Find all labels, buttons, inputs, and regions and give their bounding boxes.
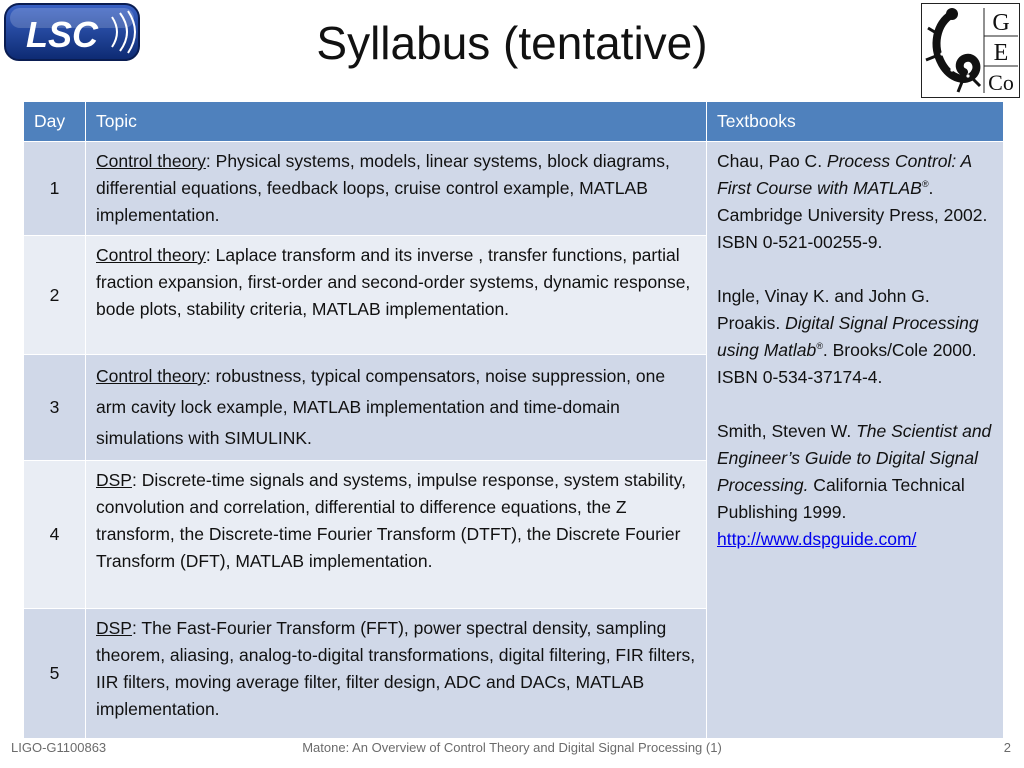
textbook-author: Ingle, Vinay K. and John G. Proakis.	[717, 286, 930, 333]
header-topic: Topic	[86, 102, 707, 142]
topic-text: : Discrete-time signals and systems, impulse response, system stability, convolution and correlation, differential to difference equations, the Z transform, the Discrete-time Fourier Transform (DTFT), the Discrete Fourier Transform (DFT), MATLAB implementation.	[96, 470, 687, 571]
textbook-title: Process Control: A First Course with MATLAB	[717, 151, 972, 198]
day-cell: 4	[24, 461, 86, 609]
textbook-details: . Cambridge University Press, 2002. ISBN 0-521-00255-9.	[717, 178, 988, 252]
footer-page-number: 2	[1003, 740, 1011, 755]
topic-text: : robustness, typical compensators, noise suppression, one arm cavity lock example, MATLAB implementation and time-domain simulations with SIMULINK.	[96, 366, 666, 448]
topic-text: : Physical systems, models, linear systems, block diagrams, differential equations, feedback loops, cruise control example, MATLAB implementation.	[96, 151, 670, 225]
geco-logo	[921, 3, 1020, 98]
textbook-entry	[717, 418, 993, 553]
textbook-author: Smith, Steven W.	[717, 421, 857, 441]
topic-category: DSP	[96, 618, 132, 638]
day-cell: 3	[24, 355, 86, 461]
textbook-author: Chau, Pao C.	[717, 151, 827, 171]
footer-document-id: LIGO-G1100863	[11, 740, 107, 755]
textbook-title: Digital Signal Processing using Matlab	[717, 313, 979, 360]
topic-category: DSP	[96, 470, 132, 490]
textbook-title: The Scientist and Engineer’s Guide to Digital Signal Processing.	[717, 421, 992, 495]
day-cell: 2	[24, 236, 86, 355]
geco-letter-e: E	[993, 40, 1009, 66]
header-day: Day	[24, 102, 86, 142]
registered-mark: ®	[816, 341, 823, 352]
slide-title: Syllabus (tentative)	[316, 17, 708, 69]
syllabus-table	[23, 101, 1004, 739]
dspguide-link[interactable]: http://www.dspguide.com/	[717, 529, 917, 549]
topic-text: : The Fast-Fourier Transform (FFT), power spectral density, sampling theorem, aliasing, analog-to-digital transformations, digital filtering, FIR filters, IIR filters, moving average filter, filter design, ADC and DACs, MATLAB implementation.	[96, 618, 696, 719]
topic-category: Control theory	[96, 151, 206, 171]
topic-cell	[86, 236, 707, 355]
topic-category: Control theory	[96, 245, 206, 265]
topic-text: : Laplace transform and its inverse , transfer functions, partial fraction expansion, first-order and second-order systems, dynamic response, bode plots, stability criteria, MATLAB implementation.	[96, 245, 691, 319]
geco-letters-co: Co	[988, 70, 1014, 95]
topic-cell	[86, 461, 707, 609]
registered-mark: ®	[921, 179, 929, 190]
topic-cell	[86, 355, 707, 461]
geco-letter-g: G	[992, 10, 1010, 36]
header-textbooks: Textbooks	[707, 102, 1004, 142]
topic-cell	[86, 609, 707, 739]
geco-gecko-logo	[922, 4, 1019, 97]
textbook-entry	[717, 148, 993, 256]
textbook-details: California Technical Publishing 1999.	[717, 475, 965, 522]
table-header-row	[24, 102, 1004, 142]
day-cell: 5	[24, 609, 86, 739]
table-row	[24, 142, 1004, 236]
textbook-details: . Brooks/Cole 2000. ISBN 0-534-37174-4.	[717, 340, 977, 387]
topic-cell	[86, 142, 707, 236]
textbook-entry	[717, 283, 993, 391]
lsc-logo-text: LSC	[26, 14, 98, 55]
topic-category: Control theory	[96, 366, 206, 386]
footer-presentation-title: Matone: An Overview of Control Theory and Digital Signal Processing (1)	[302, 740, 722, 755]
day-cell: 1	[24, 142, 86, 236]
textbooks-cell	[707, 142, 1004, 739]
